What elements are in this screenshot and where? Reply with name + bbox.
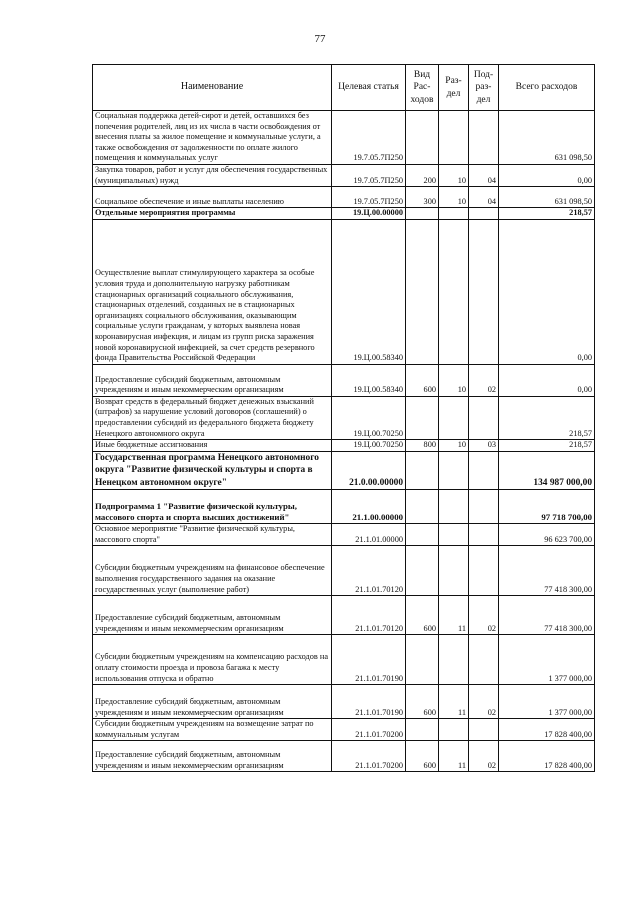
row-section: [439, 489, 469, 523]
row-target: 19.7.05.7П250: [332, 111, 406, 165]
header-name: Наименование: [93, 65, 332, 111]
row-total: 631 098,50: [499, 111, 595, 165]
row-total: 0,00: [499, 364, 595, 396]
row-target: 19.Ц.00.58340: [332, 364, 406, 396]
row-name: Осуществление выплат стимулирующего характера за особые условия труда и дополнительную нагрузку работникам стационарных организаций социального обслуживания, стационарных отделений, созданных не в стационарных организациях социального обслуживания, оказывающим социальные услуги гражданам, у которых выявлена новая коронавирусная инфекция, и лицам из групп риска заражения новой коронавирусной инфекцией, за счет средств резервного фонда Правительства Российской Федерации: [93, 219, 332, 364]
row-name: Субсидии бюджетным учреждениям на возмещение затрат по коммунальным услугам: [93, 719, 332, 741]
header-section: Раз-дел: [439, 65, 469, 111]
row-section: [439, 396, 469, 439]
row-subsection: 02: [469, 364, 499, 396]
row-type: [406, 719, 439, 741]
row-total: 17 828 400,00: [499, 719, 595, 741]
row-subsection: 04: [469, 187, 499, 208]
row-target: 21.1.01.00000: [332, 523, 406, 545]
header-total: Всего расходов: [499, 65, 595, 111]
row-total: 0,00: [499, 164, 595, 186]
row-total: 218,57: [499, 208, 595, 220]
row-subsection: [469, 523, 499, 545]
row-name: Субсидии бюджетным учреждениям на компенсацию расходов на оплату стоимости проезда и провоза багажа к месту использования отпуска и обратно: [93, 635, 332, 685]
row-section: 10: [439, 440, 469, 452]
row-total: 17 828 400,00: [499, 741, 595, 772]
row-type: [406, 396, 439, 439]
row-subsection: [469, 219, 499, 364]
row-type: [406, 219, 439, 364]
row-subsection: [469, 546, 499, 596]
row-total: 1 377 000,00: [499, 635, 595, 685]
row-name: Иные бюджетные ассигнования: [93, 440, 332, 452]
row-name: Возврат средств в федеральный бюджет денежных взысканий (штрафов) за нарушение условий договоров (соглашений) о предоставлении субсидий из федерального бюджета бюджету Ненецкого автономного округа: [93, 396, 332, 439]
row-type: [406, 451, 439, 489]
row-section: [439, 208, 469, 220]
table-row: [93, 741, 595, 772]
row-name: Подпрограмма 1 "Развитие физической культуры, массового спорта и спорта высших достижений": [93, 489, 332, 523]
header-row: [93, 65, 595, 111]
row-type: 600: [406, 685, 439, 719]
table-row: [93, 489, 595, 523]
row-section: [439, 523, 469, 545]
table-row: [93, 451, 595, 489]
row-name: Субсидии бюджетным учреждениям на финансовое обеспечение выполнения государственного задания на оказание государственных услуг (выполнение работ): [93, 546, 332, 596]
row-total: 1 377 000,00: [499, 685, 595, 719]
row-section: [439, 111, 469, 165]
table-row: [93, 396, 595, 439]
row-name: Социальная поддержка детей-сирот и детей, оставшихся без попечения родителей, лиц из их числа в части освобождения от внесения платы за жилое помещение и коммунальные услуги, а также освобождения от задолженности по оплате жилого помещения и коммунальных услуг: [93, 111, 332, 165]
row-target: 19.7.05.7П250: [332, 187, 406, 208]
table-row: [93, 546, 595, 596]
row-section: [439, 719, 469, 741]
row-type: 600: [406, 364, 439, 396]
row-total: 77 418 300,00: [499, 546, 595, 596]
row-total: 134 987 000,00: [499, 451, 595, 489]
table-row: [93, 523, 595, 545]
row-total: 0,00: [499, 219, 595, 364]
row-target: 19.7.05.7П250: [332, 164, 406, 186]
row-subsection: 02: [469, 741, 499, 772]
table-row: [93, 187, 595, 208]
row-section: [439, 219, 469, 364]
row-type: 800: [406, 440, 439, 452]
table-row: [93, 364, 595, 396]
row-total: 77 418 300,00: [499, 596, 595, 635]
row-total: 218,57: [499, 396, 595, 439]
row-subsection: 02: [469, 596, 499, 635]
row-name: Предоставление субсидий бюджетным, автономным учреждениям и иным некоммерческим организациям: [93, 364, 332, 396]
table-row: [93, 219, 595, 364]
row-total: 96 623 700,00: [499, 523, 595, 545]
row-subsection: [469, 208, 499, 220]
table-row: [93, 685, 595, 719]
row-subsection: 02: [469, 685, 499, 719]
table-row: [93, 596, 595, 635]
row-subsection: [469, 451, 499, 489]
page-number: 77: [314, 33, 326, 45]
row-type: 600: [406, 596, 439, 635]
row-type: [406, 489, 439, 523]
row-target: 21.1.01.70120: [332, 546, 406, 596]
row-total: 97 718 700,00: [499, 489, 595, 523]
row-target: 21.1.01.70190: [332, 635, 406, 685]
row-target: 19.Ц.00.70250: [332, 440, 406, 452]
row-type: [406, 208, 439, 220]
row-target: 19.Ц.00.70250: [332, 396, 406, 439]
row-name: Социальное обеспечение и иные выплаты населению: [93, 187, 332, 208]
row-target: 21.1.01.70120: [332, 596, 406, 635]
row-name: Отдельные мероприятия программы: [93, 208, 332, 220]
row-section: 10: [439, 187, 469, 208]
row-subsection: [469, 635, 499, 685]
row-section: 10: [439, 364, 469, 396]
row-subsection: [469, 489, 499, 523]
table-row: [93, 111, 595, 165]
row-name: Предоставление субсидий бюджетным, автономным учреждениям и иным некоммерческим организациям: [93, 741, 332, 772]
row-name: Закупка товаров, работ и услуг для обеспечения государственных (муниципальных) нужд: [93, 164, 332, 186]
row-section: [439, 635, 469, 685]
row-subsection: 03: [469, 440, 499, 452]
table-row: [93, 164, 595, 186]
row-type: [406, 111, 439, 165]
table-row: [93, 440, 595, 452]
header-type: Вид Рас-ходов: [406, 65, 439, 111]
row-total: 218,57: [499, 440, 595, 452]
table-row: [93, 635, 595, 685]
row-section: 11: [439, 685, 469, 719]
budget-table: [92, 64, 595, 772]
header-subsection: Под-раз-дел: [469, 65, 499, 111]
table-row: [93, 208, 595, 220]
row-name: Основное мероприятие "Развитие физической культуры, массового спорта": [93, 523, 332, 545]
row-subsection: 04: [469, 164, 499, 186]
row-subsection: [469, 396, 499, 439]
row-target: 21.1.01.70190: [332, 685, 406, 719]
row-type: 300: [406, 187, 439, 208]
row-section: [439, 546, 469, 596]
row-name: Предоставление субсидий бюджетным, автономным учреждениям и иным некоммерческим организациям: [93, 596, 332, 635]
row-target: 21.1.00.00000: [332, 489, 406, 523]
row-target: 21.0.00.00000: [332, 451, 406, 489]
table-row: [93, 719, 595, 741]
row-subsection: [469, 719, 499, 741]
row-subsection: [469, 111, 499, 165]
row-section: 10: [439, 164, 469, 186]
row-type: 600: [406, 741, 439, 772]
row-section: [439, 451, 469, 489]
row-target: 19.Ц.00.00000: [332, 208, 406, 220]
row-type: [406, 523, 439, 545]
row-total: 631 098,50: [499, 187, 595, 208]
row-type: 200: [406, 164, 439, 186]
row-name: Предоставление субсидий бюджетным, автономным учреждениям и иным некоммерческим организациям: [93, 685, 332, 719]
row-target: 21.1.01.70200: [332, 741, 406, 772]
row-section: 11: [439, 741, 469, 772]
row-type: [406, 635, 439, 685]
row-name: Государственная программа Ненецкого автономного округа "Развитие физической культуры и спорта в Ненецком автономном округе": [93, 451, 332, 489]
row-type: [406, 546, 439, 596]
row-target: 19.Ц.00.58340: [332, 219, 406, 364]
header-target: Целевая статья: [332, 65, 406, 111]
row-section: 11: [439, 596, 469, 635]
row-target: 21.1.01.70200: [332, 719, 406, 741]
